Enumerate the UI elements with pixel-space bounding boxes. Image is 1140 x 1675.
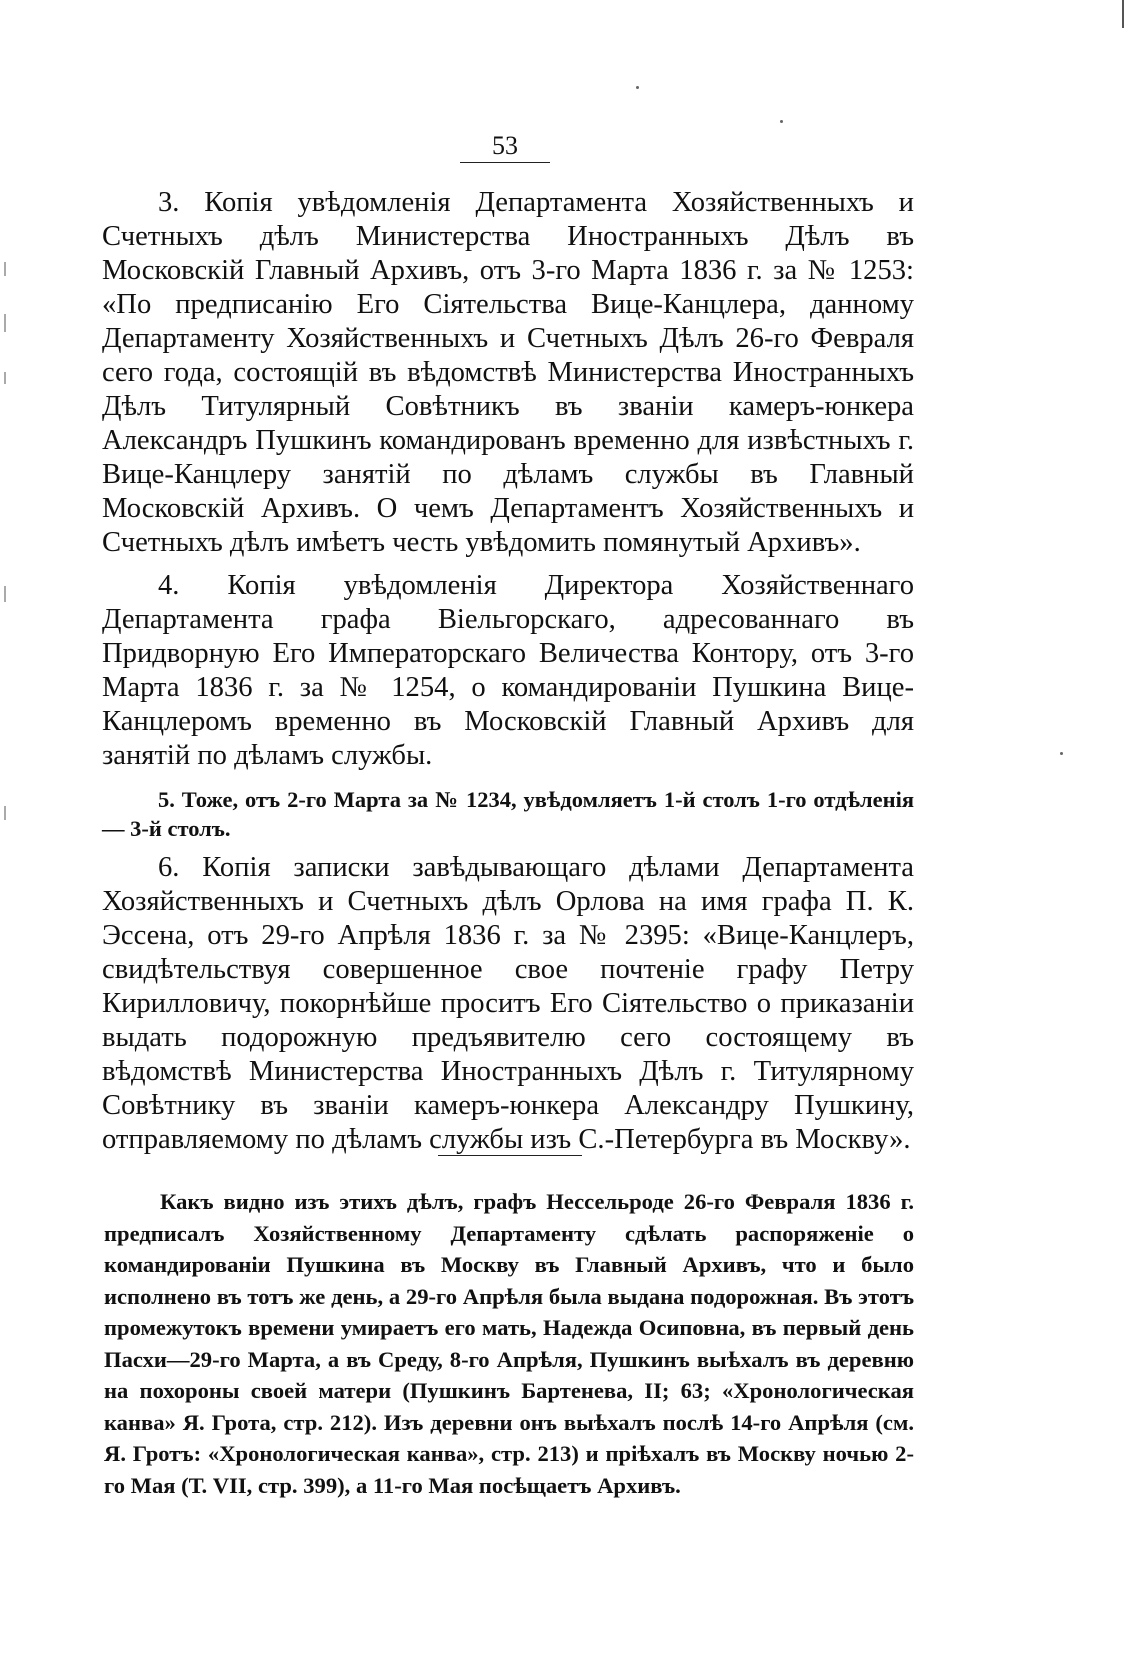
scan-margin-mark [4,314,6,332]
paragraph-item-3: 3. Копія увѣдомленія Департамента Хозяйственныхъ и Счетныхъ дѣлъ Министерства Иностранныхъ Дѣлъ въ Московскій Главный Архивъ, отъ 3-го Марта 1836 г. за № 1253: «По предписанію Его Сіятельства Вице-Канцлера, данному Департаменту Хозяйственныхъ и Счетныхъ Дѣлъ 26-го Февраля сего года, состоящій въ вѣдомствѣ Министерства Иностранныхъ Дѣлъ Титулярный Совѣтникъ въ званіи камеръ-юнкера Александръ Пушкинъ командированъ временно для извѣстныхъ г. Вице-Канцлеру занятій по дѣламъ службы въ Главный Московскій Архивъ. О чемъ Департаментъ Хозяйственныхъ и Счетныхъ дѣлъ имѣетъ честь увѣдомить помянутый Архивъ». [102,187,914,558]
paragraph-item-6: 6. Копія записки завѣдывающаго дѣлами Департамента Хозяйственныхъ и Счетныхъ дѣлъ Орлова на имя графа П. К. Эссена, отъ 29-го Апрѣля 1836 г. за № 2395: «Вице-Канцлеръ, свидѣтельствуя совершенное свое почтеніе графу Петру Кирилловичу, покорнѣйше проситъ Его Сіятельство о приказаніи выдать подорожную предъявителю сего состоящему въ вѣдомствѣ Министерства Иностранныхъ Дѣлъ г. Титулярному Совѣтнику въ званіи камеръ-юнкера Александру Пушкину, отправляемому по дѣламъ службы изъ С.-Петербурга въ Москву». [102,852,914,1155]
scan-margin-mark [4,806,6,820]
commentary-paragraph: Какъ видно изъ этихъ дѣлъ, графъ Нессельроде 26-го Февраля 1836 г. предписалъ Хозяйственному Департаменту сдѣлать распоряженіе о командированіи Пушкина въ Москву въ Главный Архивъ, что и было исполнено въ тотъ же день, а 29-го Апрѣля была выдана подорожная. Въ этотъ промежутокъ времени умираетъ его мать, Надежда Осиповна, въ первый день Пасхи—29-го Марта, а въ Среду, 8-го Апрѣля, Пушкинъ выѣхалъ въ деревню на похороны своей матери (Пушкинъ Бартенева, II; 63; «Хронологическая канва» Я. Грота, стр. 212). Изъ деревни онъ выѣхалъ послѣ 14-го Апрѣля (см. Я. Гротъ: «Хронологическая канва», стр. 213) и пріѣхалъ въ Москву ночью 2-го Мая (Т. VII, стр. 399), а 11-го Мая посѣщаетъ Архивъ. [104,1189,914,1498]
scan-speck [636,86,639,89]
scan-margin-mark [4,372,6,384]
scan-margin-mark [4,586,6,602]
scan-speck [1060,752,1063,755]
commentary-note [104,1186,914,1501]
main-text [102,186,914,1157]
paragraph-item-4: 4. Копія увѣдомленія Директора Хозяйственнаго Департамента графа Віельгорскаго, адресованнаго въ Придворную Его Императорскаго Величества Контору, отъ 3-го Марта 1836 г. за № 1254, о командированіи Пушкина Вице-Канцлеромъ временно въ Московскій Главный Архивъ для занятій по дѣламъ службы. [102,570,914,771]
scan-speck [780,120,783,123]
page-number: 53 [460,132,550,163]
scan-margin-mark [4,262,6,276]
section-divider [438,1155,582,1156]
scan-edge-mark [1122,0,1124,28]
paragraph-item-5: 5. Тоже, отъ 2-го Марта за № 1234, увѣдомляетъ 1-й столъ 1-го отдѣленія — 3-й столъ. [102,787,914,841]
